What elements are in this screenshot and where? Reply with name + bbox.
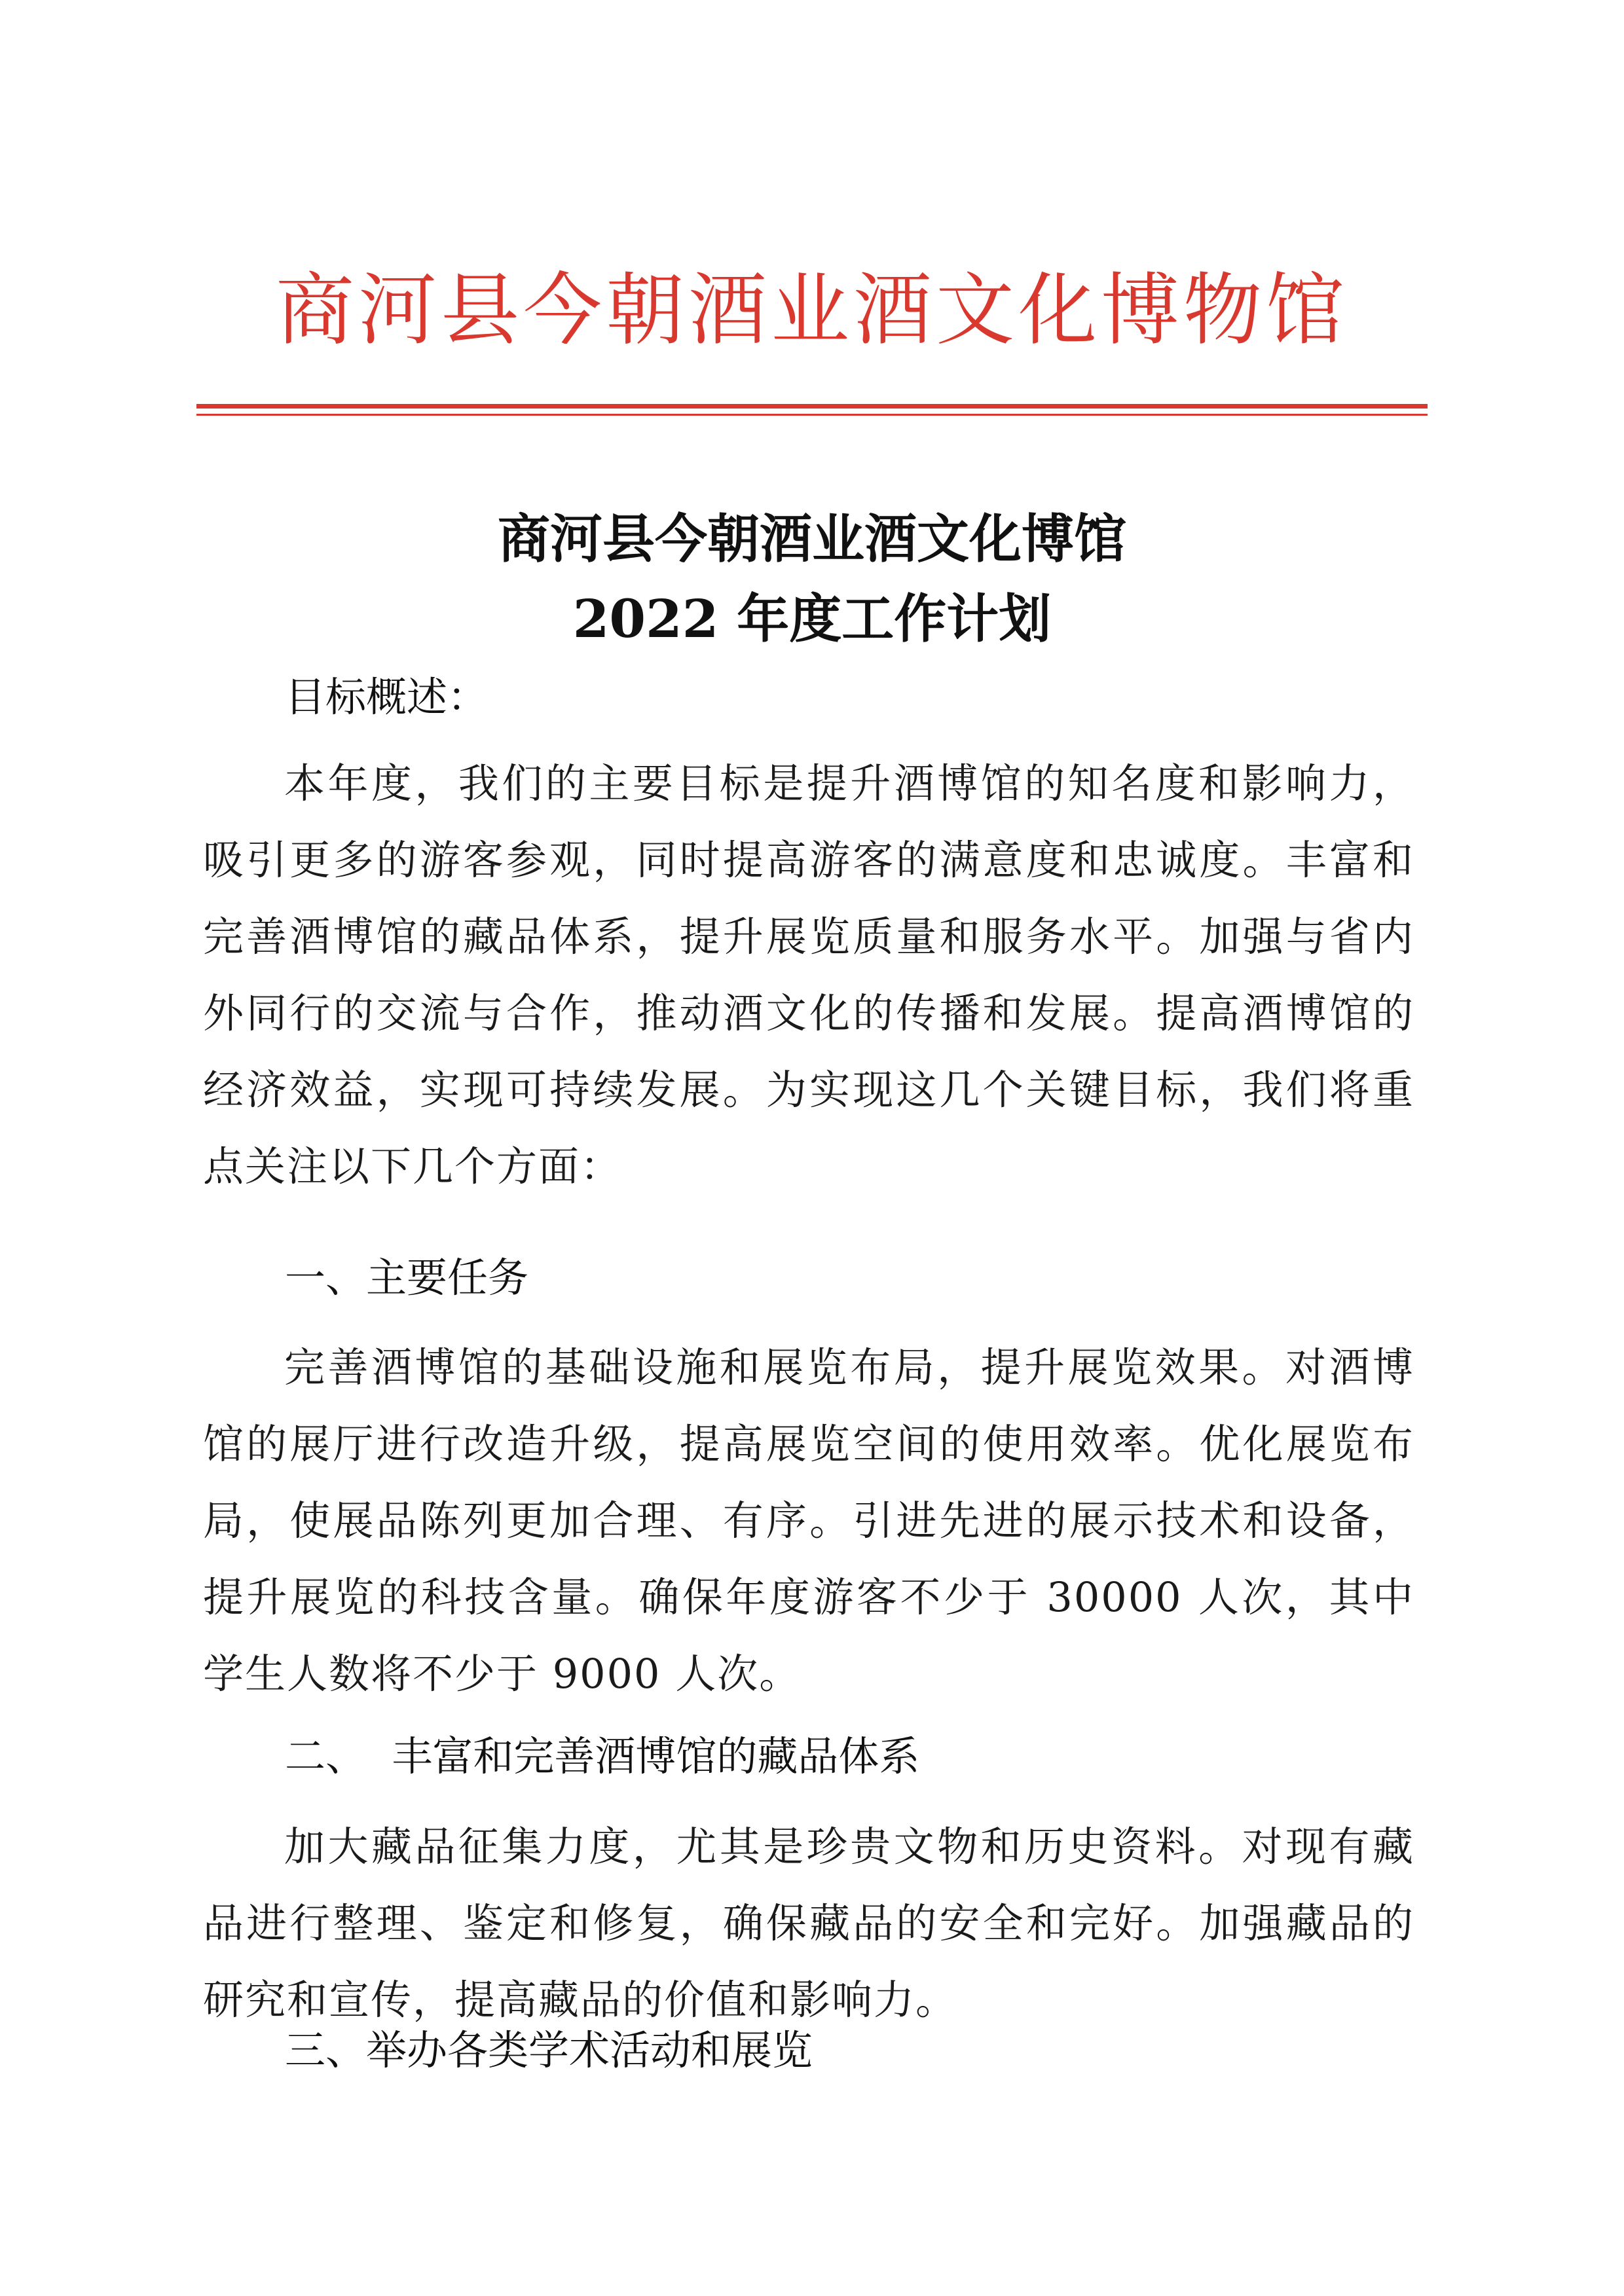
- overview-heading: 目标概述：: [285, 673, 489, 721]
- task2-heading: 二、 丰富和完善酒博馆的藏品体系: [285, 1732, 920, 1780]
- task2-paragraph: 加大藏品征集力度，尤其是珍贵文物和历史资料。对现有藏品进行整理、鉴定和修复，确保藏品的安全和完好。加强藏品的研究和宣传，提高藏品的价值和影响力。: [203, 1823, 1414, 2024]
- overview-paragraph: 本年度，我们的主要目标是提升酒博馆的知名度和影响力，吸引更多的游客参观，同时提高游客的满意度和忠诚度。丰富和完善酒博馆的藏品体系，提升展览质量和服务水平。加强与省内外同行的交流与合作，推动酒文化的传播和发展。提高酒博馆的经济效益，实现可持续发展。为实现这几个关键目标，我们将重点关注以下几个方面：: [203, 759, 1414, 1190]
- letterhead-rule-thin: [196, 414, 1428, 416]
- letterhead-rule-thick: [196, 404, 1428, 409]
- task1-paragraph: 完善酒博馆的基础设施和展览布局，提升展览效果。对酒博馆的展厅进行改造升级，提高展览空间的使用效率。优化展览布局，使展品陈列更加合理、有序。引进先进的展示技术和设备，提升展览的科技含量。确保年度游客不少于 30000 人次，其中学生人数将不少于 9000 人次。: [203, 1343, 1414, 1698]
- task3-heading: 三、举办各类学术活动和展览: [285, 2026, 813, 2074]
- task1-heading: 一、主要任务: [285, 1254, 529, 1302]
- document-title-line1: 商河县今朝酒业酒文化博馆: [498, 508, 1126, 570]
- document-title-line2: 2022 年度工作计划: [572, 588, 1052, 649]
- letterhead-org-name: 商河县今朝酒业酒文化博物馆: [276, 265, 1348, 356]
